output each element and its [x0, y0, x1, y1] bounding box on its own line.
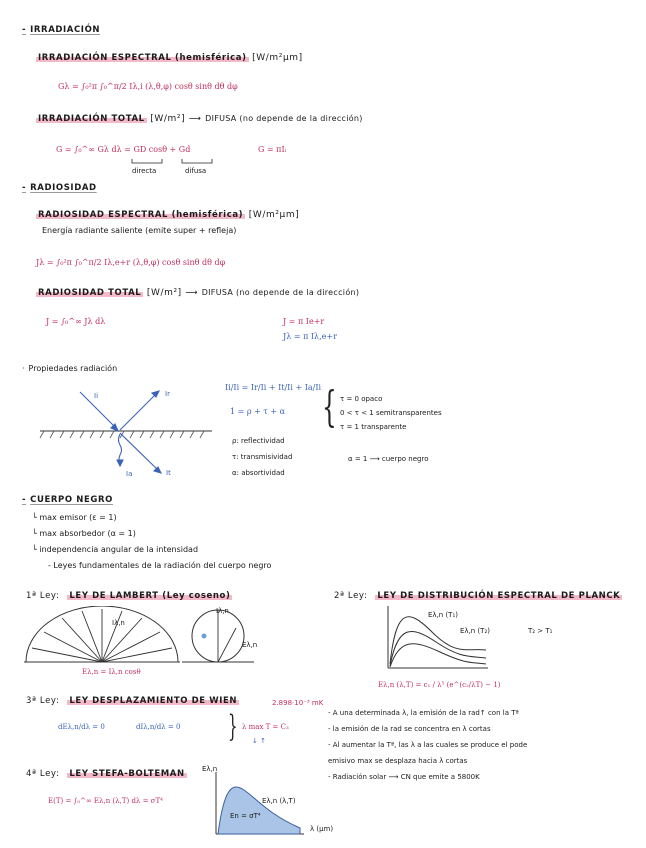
cuerpo-negro-condition: α = 1 ⟶ cuerpo negro: [348, 455, 429, 463]
ray-reflected-label: Ir: [165, 390, 170, 398]
radiosidad-difusa-equation: J = π Ie+r: [283, 317, 325, 326]
planck-curve-t1-label: Eλ,n (T₁): [428, 611, 458, 619]
planck-curve-t2-label: Eλ,n (T₂): [460, 627, 490, 635]
lambert-intensity-label: Iλ,n: [112, 619, 125, 627]
incident-ray: [80, 392, 118, 430]
wien-law-equation: λ max T = C₃: [242, 723, 289, 731]
lambert-equation: Eλ,n = Iλ,n cosθ: [82, 668, 141, 676]
radiosidad-espectral-equation: Jλ = ∫₀²π ∫₀^π/2 Iλ,e+r (λ,θ,φ) cosθ sinθ dθ dφ: [36, 258, 226, 267]
section-cuerpo-negro-title: - CUERPO NEGRO: [22, 495, 113, 505]
ray-incident-label: Ii: [94, 392, 99, 400]
wien-note-5: - Radiación solar ⟶ CN que emite a 5800K: [328, 773, 480, 781]
stefan-boltzmann-y-label: Eλ,n: [202, 765, 218, 773]
cases-brace: {: [322, 382, 337, 431]
ray-absorbed-label: Ia: [126, 470, 133, 478]
law2-heading: 2ª Ley: LEY DE DISTRIBUCIÓN ESPECTRAL DE PLANCK: [334, 591, 621, 601]
wien-note-1: - A una determinada λ, la emisión de la rad↑ con la Tª: [328, 709, 519, 717]
leyes-fundamentales-subtitle: - Leyes fundamentales de la radiación del cuerpo negro: [48, 561, 272, 570]
conservation-equation: 1 = ρ + τ + α: [230, 407, 285, 416]
radiosidad-note: Energía radiante saliente (emite super + refleja): [42, 226, 237, 235]
law1-heading: 1ª Ley: LEY DE LAMBERT (Ley coseno): [26, 591, 231, 601]
case-semitransparente: 0 < τ < 1 semitransparentes: [340, 409, 442, 417]
transmitted-ray: [120, 433, 160, 472]
section-radiosidad-title: - RADIOSIDAD: [22, 183, 97, 193]
radiosidad-espectral-heading: RADIOSIDAD ESPECTRAL (hemisférica) [W/m²μm]: [38, 210, 300, 220]
wien-note-3: - Al aumentar la Tª, las λ a las cuales se produce el pode: [328, 741, 528, 749]
difusa-label: difusa: [185, 167, 207, 175]
section-irradiacion-title: - IRRADIACIÓN: [22, 25, 101, 35]
wien-derivative-i: dIλ,n/dλ = 0: [136, 723, 181, 731]
directa-label: directa: [132, 167, 157, 175]
wien-constant: 2.898·10⁻³ mK: [272, 699, 324, 707]
irradiacion-total-equation: G = ∫₀^∞ Gλ dλ = GD cosθ + Gd: [56, 145, 191, 154]
law4-heading: 4ª Ley: LEY STEFA-BOLTEMAN: [26, 769, 185, 779]
irradiacion-espectral-equation: Gλ = ∫₀²π ∫₀^π/2 Iλ,i (λ,θ,φ) cosθ sinθ dθ dφ: [58, 82, 238, 91]
stefan-boltzmann-area: [218, 787, 300, 834]
def-reflectividad: ρ: reflectividad: [232, 437, 285, 445]
lambert-diagram: [22, 606, 262, 666]
cuerpo-negro-item-3: └ independencia angular de la intensidad: [32, 545, 199, 554]
lambert-emission-label: Eλ,n: [242, 641, 258, 649]
propiedades-title: · Propiedades radiación: [22, 364, 118, 373]
def-transmisividad: τ: transmisividad: [232, 453, 293, 461]
planck-curve-2: [390, 631, 486, 666]
wien-arrows: ↓ ↑: [252, 737, 266, 745]
planck-temperature-comparison: T₂ > T₁: [528, 627, 553, 635]
irradiacion-difusa-equation: G = πIᵢ: [258, 145, 287, 154]
lambert-rays: [32, 609, 172, 662]
wien-brace: }: [228, 709, 238, 744]
cuerpo-negro-item-1: └ max emisor (ε = 1): [32, 513, 117, 522]
absorbed-ray: [119, 434, 122, 462]
radiosidad-total-heading: RADIOSIDAD TOTAL [W/m²] ⟶ DIFUSA (no depende de la dirección): [38, 288, 360, 298]
reflected-ray: [120, 392, 158, 430]
ray-transmitted-label: It: [166, 469, 171, 477]
stefan-boltzmann-x-label: λ (μm): [310, 825, 334, 833]
wien-note-2: - la emisión de la rad se concentra en λ cortas: [328, 725, 491, 733]
irradiacion-espectral-heading: IRRADIACIÓN ESPECTRAL (hemisférica) [W/m²μm]: [38, 53, 303, 63]
planck-equation: Eλ,n (λ,T) = c₁ / λ⁵ (e^(c₂/λT) − 1): [378, 681, 501, 689]
law3-heading: 3ª Ley: LEY DESPLAZAMIENTO DE WIEN: [26, 696, 238, 706]
radiosidad-total-equation: J = ∫₀^∞ Jλ dλ: [46, 317, 106, 326]
stefan-boltzmann-area-label: En = σT⁴: [230, 812, 261, 820]
wien-derivative-e: dEλ,n/dλ = 0: [58, 723, 105, 731]
irradiacion-total-heading: IRRADIACIÓN TOTAL [W/m²] ⟶ DIFUSA (no depende de la dirección): [38, 114, 363, 124]
radiation-rays-diagram: [36, 378, 216, 484]
wien-note-4: emisivo max se desplaza hacia λ cortas: [328, 757, 468, 765]
case-opaco: τ = 0 opaco: [340, 395, 383, 403]
stefan-boltzmann-equation: E(T) = ∫₀^∞ Eλ,n (λ,T) dλ = σT⁴: [48, 797, 163, 805]
radiosidad-espectral-difusa-equation: Jλ = π Iλ,e+r: [283, 332, 337, 341]
lambert-normal-intensity-label: Iλ,n: [216, 607, 229, 615]
stefan-boltzmann-curve-label: Eλ,n (λ,T): [262, 797, 296, 805]
cuerpo-negro-item-2: └ max absorbedor (α = 1): [32, 529, 136, 538]
def-absortividad: α: absortividad: [232, 469, 285, 477]
case-transparente: τ = 1 transparente: [340, 423, 407, 431]
ratio-equation: Ii/Ii = Ir/Ii + It/Ii + Ia/Ii: [225, 383, 322, 392]
planck-curve-3: [390, 644, 486, 667]
